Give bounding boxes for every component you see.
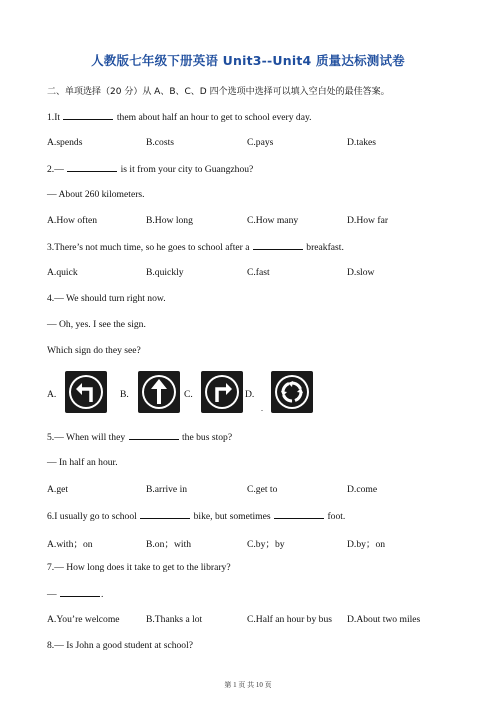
option-a: A.You’re welcome — [47, 614, 120, 625]
option-b: B.Thanks a lot — [146, 614, 203, 625]
question-2 — [47, 163, 253, 175]
sign-option-d-label: D. — [245, 389, 255, 400]
question-6-text-middle: bike, but sometimes — [193, 511, 271, 522]
page-footer: 第 1 页 共 10 页 — [224, 681, 272, 689]
question-4-reply: — Oh, yes. I see the sign. — [47, 319, 146, 330]
option-a: A.with；on — [47, 539, 93, 550]
option-c: C.How many — [247, 215, 299, 226]
option-c: C.get to — [247, 484, 278, 495]
answer-blank — [63, 111, 113, 120]
option-b: B.arrive in — [146, 484, 188, 495]
go-straight-sign-icon — [138, 371, 180, 413]
answer-blank — [60, 588, 100, 597]
option-a: A.quick — [47, 267, 78, 278]
question-7-reply — [47, 588, 103, 600]
option-b: B.on；with — [146, 539, 192, 550]
option-c: C.Half an hour by bus — [247, 614, 332, 625]
option-c: C.by；by — [247, 539, 285, 550]
page-title: 人教版七年级下册英语 Unit3--Unit4 质量达标测试卷 — [91, 53, 405, 68]
question-7: 7.— How long does it take to get to the library? — [47, 562, 231, 573]
question-1-text-start: 1.It — [47, 112, 61, 123]
turn-right-sign-icon — [201, 371, 243, 413]
question-4-prompt: Which sign do they see? — [47, 345, 141, 356]
answer-blank — [274, 510, 324, 519]
answer-blank — [253, 241, 303, 250]
question-2-text-start: 2.— — [47, 164, 64, 175]
question-5 — [47, 431, 232, 443]
option-a: A.get — [47, 484, 69, 495]
question-3-text-start: 3.There’s not much time, so he goes to school after a — [47, 242, 250, 253]
option-b: B.costs — [146, 137, 174, 148]
question-1 — [47, 111, 312, 123]
question-7-period: . — [101, 589, 104, 600]
question-3-text-end: breakfast. — [306, 242, 344, 253]
question-5-text-start: 5.— When will they — [47, 432, 126, 443]
question-2-reply: — About 260 kilometers. — [47, 189, 145, 200]
question-1-text-end: them about half an hour to get to school every day. — [116, 112, 312, 123]
sign-option-c-label: C. — [184, 389, 193, 400]
question-8: 8.— Is John a good student at school? — [47, 640, 194, 651]
option-b: B.How long — [146, 215, 193, 226]
question-2-text-end: is it from your city to Guangzhou? — [120, 164, 254, 175]
option-d: D.by；on — [347, 539, 386, 550]
question-3 — [47, 241, 344, 253]
option-c: C.fast — [247, 267, 270, 278]
roundabout-sign-icon — [271, 371, 313, 413]
option-b: B.quickly — [146, 267, 184, 278]
turn-left-sign-icon — [65, 371, 107, 413]
sign-option-d-dot: . — [261, 404, 263, 413]
question-6 — [47, 510, 345, 522]
question-5-reply: — In half an hour. — [47, 457, 118, 468]
option-a: A.spends — [47, 137, 83, 148]
sign-option-a-label: A. — [47, 389, 57, 400]
option-d: D.come — [347, 484, 378, 495]
option-d: D.slow — [347, 267, 375, 278]
answer-blank — [67, 163, 117, 172]
option-d: D.How far — [347, 215, 389, 226]
answer-blank — [129, 431, 179, 440]
question-6-text-start: 6.I usually go to school — [47, 511, 137, 522]
option-d: D.takes — [347, 137, 377, 148]
section-heading: 二、单项选择（20 分）从 A、B、C、D 四个选项中选择可以填入空白处的最佳答案。 — [47, 87, 390, 97]
option-d: D.About two miles — [347, 614, 421, 625]
option-a: A.How often — [47, 215, 98, 226]
question-5-text-end: the bus stop? — [181, 432, 233, 443]
question-4: 4.— We should turn right now. — [47, 293, 166, 304]
answer-blank — [140, 510, 190, 519]
question-6-text-end: foot. — [327, 511, 346, 522]
option-c: C.pays — [247, 137, 274, 148]
sign-option-b-label: B. — [120, 389, 129, 400]
question-7-dash: — — [47, 589, 57, 600]
